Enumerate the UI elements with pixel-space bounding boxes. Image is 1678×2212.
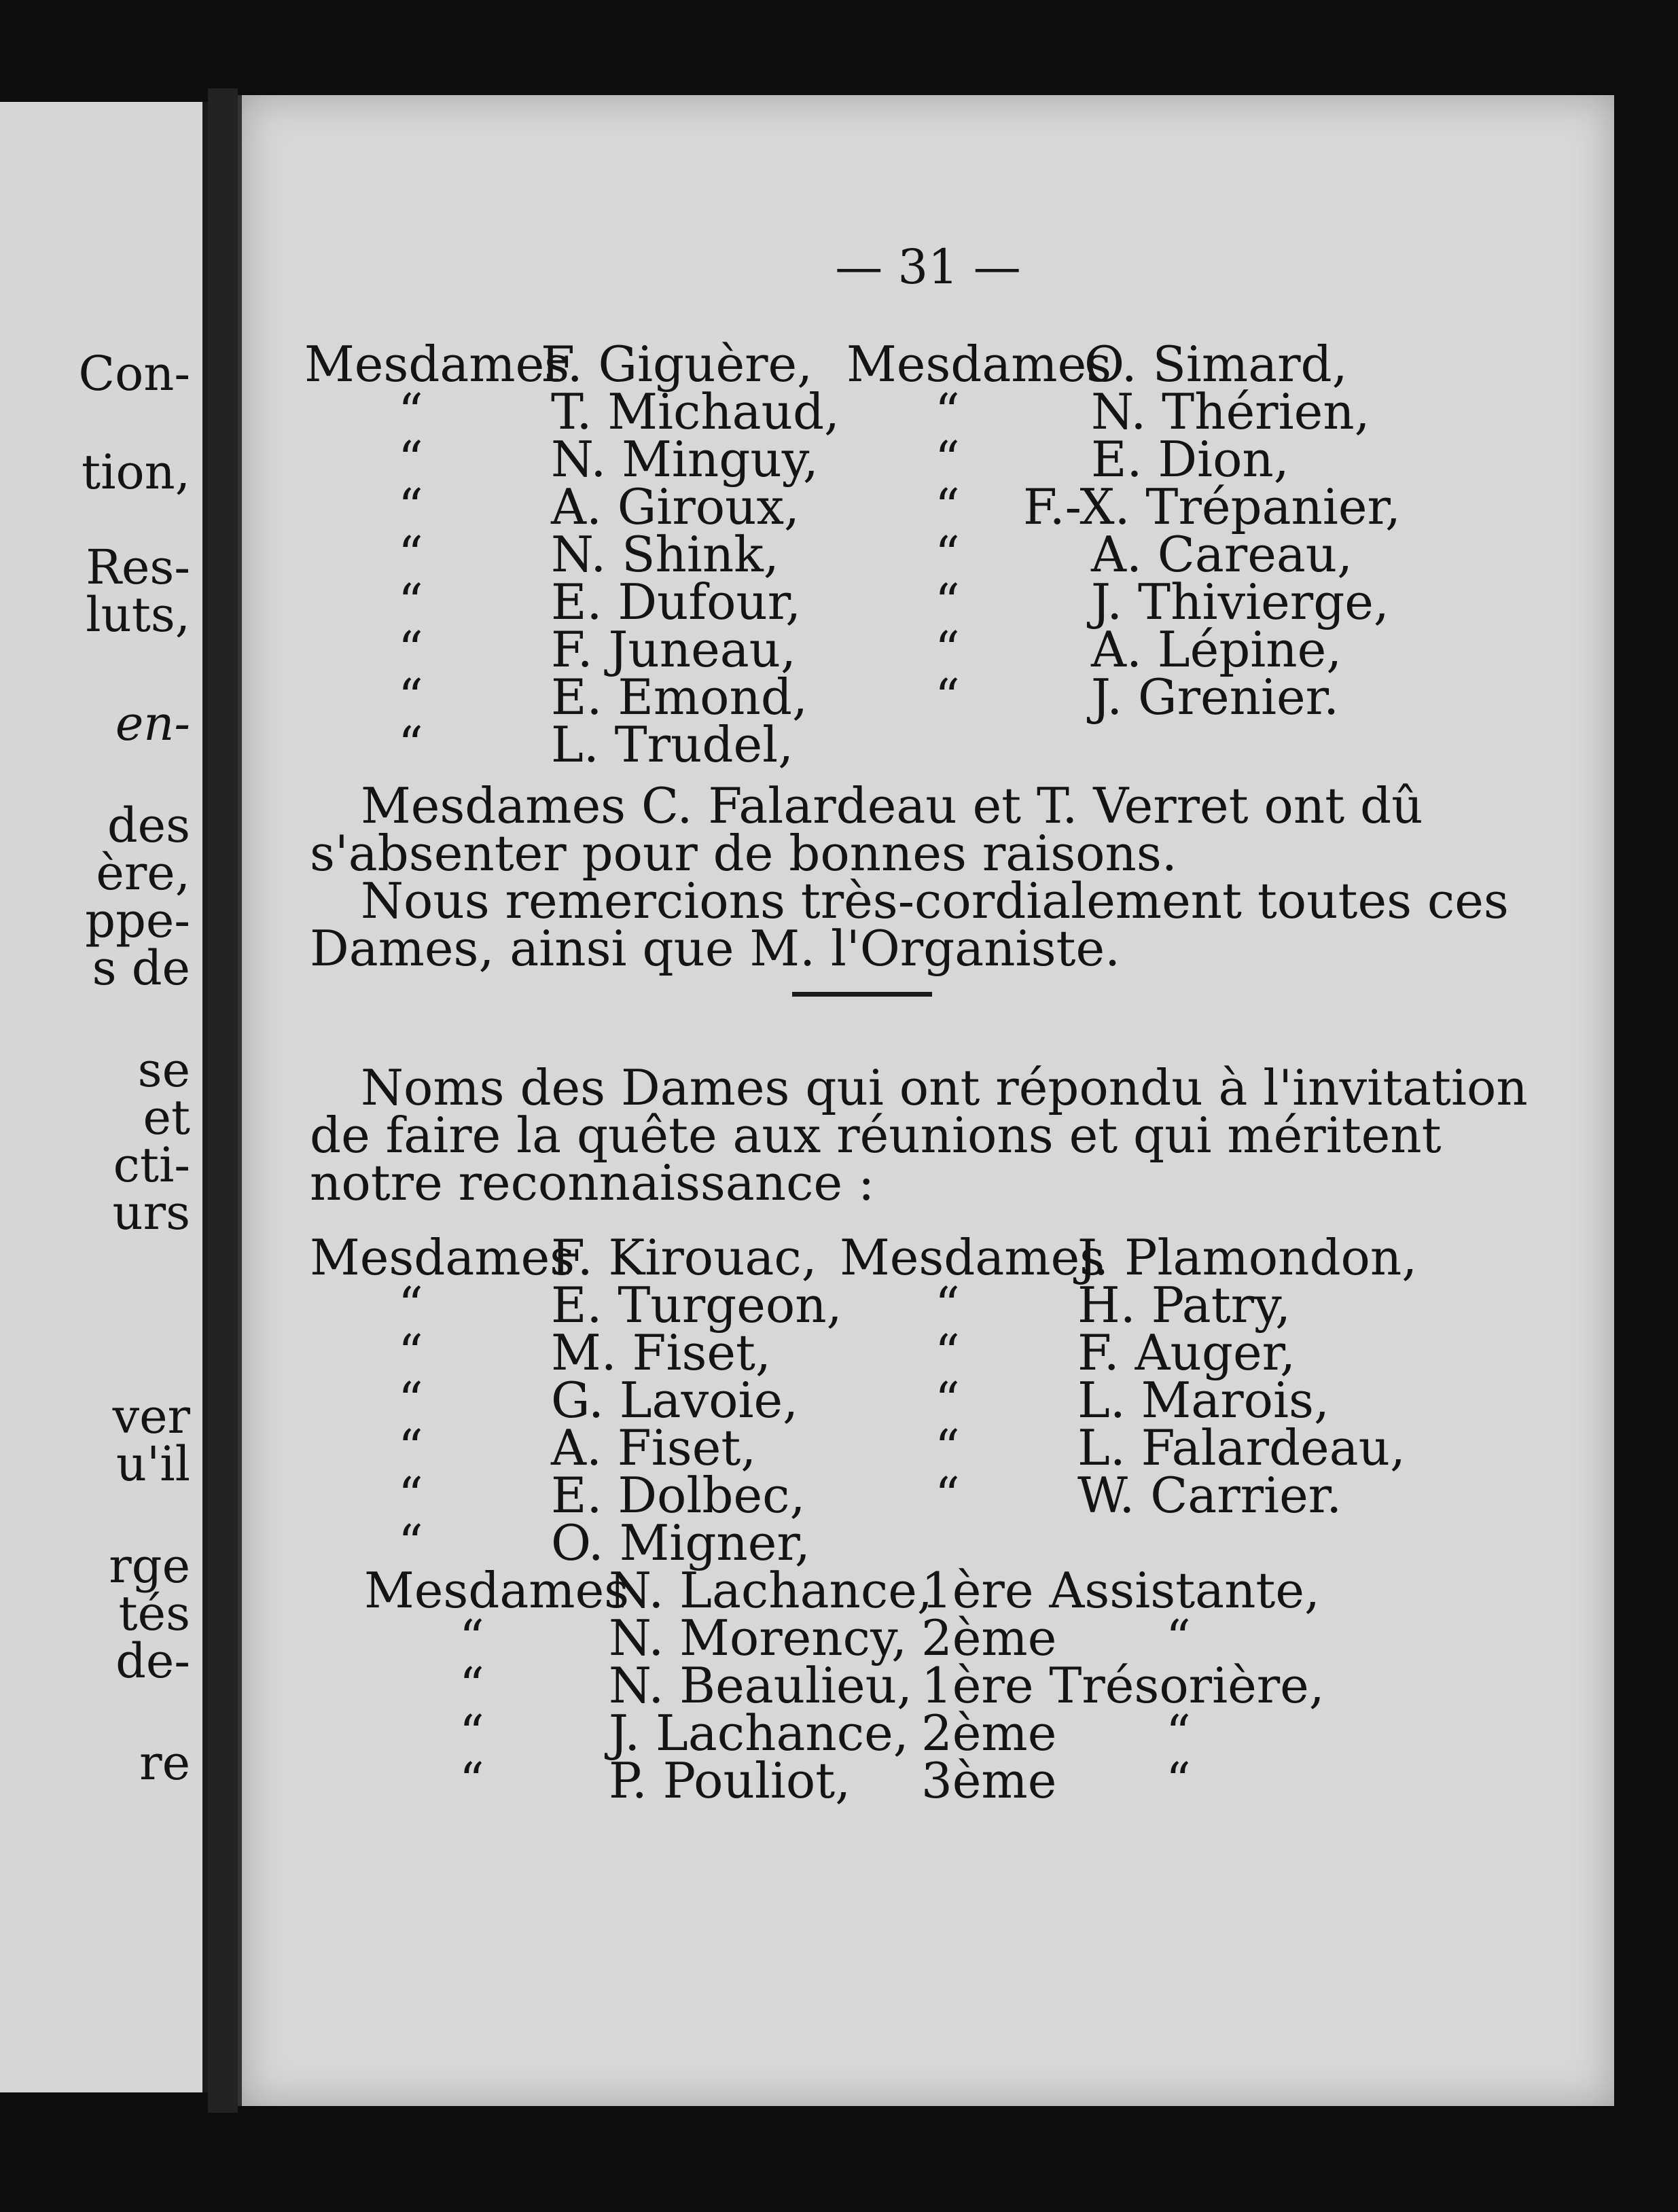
ditto-mark: “ — [935, 1324, 960, 1381]
list-name: F. Auger, — [1077, 1324, 1296, 1381]
margin-fragment: ppe- — [85, 893, 190, 948]
list-name: L. Falardeau, — [1077, 1419, 1406, 1476]
officer-role: 2ème — [921, 1705, 1057, 1762]
ditto-mark: “ — [398, 1324, 423, 1381]
list-name: W. Carrier. — [1077, 1467, 1342, 1524]
ditto-mark: “ — [935, 1467, 960, 1524]
collectors-intro-line-1: Noms des Dames qui ont répondu à l'invitation — [361, 1059, 1528, 1116]
officer-role: 2ème — [921, 1609, 1057, 1666]
margin-fragment: ver — [112, 1389, 190, 1444]
thanks-line-2: Dames, ainsi que M. l'Organiste. — [310, 920, 1120, 977]
officer-name: J. Lachance, — [609, 1705, 909, 1762]
left-page-edge — [0, 102, 208, 2092]
list-prefix: Mesdames — [304, 336, 570, 393]
ditto-mark: “ — [459, 1705, 484, 1762]
list-name: H. Patry, — [1077, 1277, 1291, 1334]
list-name: E. Turgeon, — [551, 1277, 842, 1334]
ditto-mark: “ — [935, 1419, 960, 1476]
list-name: E. Dufour, — [551, 573, 802, 630]
ditto-mark: “ — [935, 526, 960, 583]
margin-fragment: de- — [115, 1633, 190, 1689]
ditto-mark: “ — [398, 1419, 423, 1476]
officer-role: 1ère Trésorière, — [921, 1657, 1325, 1714]
list-name: N. Shink, — [551, 526, 779, 583]
ditto-mark: “ — [398, 383, 423, 440]
ditto-mark: “ — [935, 621, 960, 678]
list-name: E. Emond, — [551, 668, 808, 726]
list-prefix: Mesdames — [364, 1562, 630, 1619]
ditto-mark: “ — [935, 668, 960, 726]
list-name: L. Trudel, — [551, 716, 794, 773]
ditto-mark: “ — [1166, 1609, 1191, 1666]
officer-role: 3ème — [921, 1752, 1057, 1809]
margin-fragment: luts, — [86, 587, 190, 643]
ditto-mark: “ — [935, 383, 960, 440]
margin-fragment: en- — [115, 696, 190, 751]
ditto-mark: “ — [398, 431, 423, 488]
thanks-line-1: Nous remercions très-cordialement toutes ces — [361, 872, 1509, 929]
list-name: A. Giroux, — [551, 478, 800, 535]
margin-fragment: u'il — [115, 1436, 190, 1492]
officer-name: N. Lachance, — [609, 1562, 933, 1619]
margin-fragment: se — [137, 1042, 190, 1098]
ditto-mark: “ — [398, 573, 423, 630]
ditto-mark: “ — [935, 573, 960, 630]
ditto-mark: “ — [398, 1514, 423, 1571]
officer-name: P. Pouliot, — [609, 1752, 851, 1809]
margin-fragment: Con- — [78, 346, 190, 402]
margin-fragment: rge — [109, 1538, 190, 1594]
list-name: J. Plamondon, — [1077, 1229, 1418, 1286]
ditto-mark: “ — [459, 1609, 484, 1666]
collectors-intro-line-3: notre reconnaissance : — [310, 1154, 875, 1211]
list-name: G. Lavoie, — [551, 1372, 799, 1429]
margin-fragment: des — [107, 798, 190, 853]
list-name: E. Dolbec, — [551, 1467, 806, 1524]
margin-fragment: re — [139, 1735, 190, 1791]
margin-fragment: Res- — [86, 539, 190, 595]
list-name: L. Marois, — [1077, 1372, 1329, 1429]
list-name: F.-X. Trépanier, — [1023, 478, 1401, 535]
margin-fragment: cti- — [113, 1137, 190, 1193]
officer-role: 1ère Assistante, — [921, 1562, 1320, 1619]
ditto-mark: “ — [398, 1467, 423, 1524]
list-name: E. Dion, — [1091, 431, 1289, 488]
ditto-mark: “ — [398, 716, 423, 773]
section-divider — [792, 992, 932, 997]
ditto-mark: “ — [398, 478, 423, 535]
page-number: — 31 — — [835, 239, 1021, 295]
list-name: O. Migner, — [551, 1514, 810, 1571]
ditto-mark: “ — [459, 1752, 484, 1809]
officer-name: N. Beaulieu, — [609, 1657, 912, 1714]
collectors-intro-line-2: de faire la quête aux réunions et qui méritent — [310, 1107, 1442, 1164]
ditto-mark: “ — [398, 526, 423, 583]
list-prefix: Mesdames — [840, 1229, 1105, 1286]
list-prefix: Mesdames — [846, 336, 1112, 393]
ditto-mark: “ — [398, 1372, 423, 1429]
margin-fragment: urs — [112, 1185, 190, 1241]
list-name: T. Michaud, — [551, 383, 840, 440]
list-name: A. Lépine, — [1091, 621, 1342, 678]
officer-name: N. Morency, — [609, 1609, 907, 1666]
ditto-mark: “ — [398, 668, 423, 726]
margin-fragment: et — [143, 1090, 190, 1145]
ditto-mark: “ — [935, 1277, 960, 1334]
ditto-mark: “ — [398, 1277, 423, 1334]
margin-fragment: ère, — [96, 845, 190, 901]
list-name: A. Careau, — [1091, 526, 1353, 583]
list-prefix: Mesdames — [310, 1229, 575, 1286]
list-name: F. Giguère, — [541, 336, 813, 393]
list-name: F. Juneau, — [551, 621, 796, 678]
ditto-mark: “ — [459, 1657, 484, 1714]
ditto-mark: “ — [935, 1372, 960, 1429]
page-31 — [238, 95, 1614, 2106]
list-name: N. Thérien, — [1091, 383, 1370, 440]
absent-line-1: Mesdames C. Falardeau et T. Verret ont dû — [361, 777, 1423, 834]
list-name: M. Fiset, — [551, 1324, 771, 1381]
margin-fragment: tés — [118, 1586, 190, 1641]
ditto-mark: “ — [1166, 1705, 1191, 1762]
list-name: A. Fiset, — [551, 1419, 757, 1476]
margin-fragment: tion, — [82, 444, 190, 500]
book-gutter — [208, 88, 238, 2113]
ditto-mark: “ — [935, 478, 960, 535]
absent-line-2: s'absenter pour de bonnes raisons. — [310, 825, 1177, 882]
margin-fragment: s de — [92, 940, 190, 996]
ditto-mark: “ — [1166, 1752, 1191, 1809]
list-name: J. Thivierge, — [1091, 573, 1389, 630]
list-name: J. Grenier. — [1091, 668, 1339, 726]
list-name: N. Minguy, — [551, 431, 819, 488]
list-name: F. Kirouac, — [551, 1229, 817, 1286]
ditto-mark: “ — [935, 431, 960, 488]
ditto-mark: “ — [398, 621, 423, 678]
list-name: O. Simard, — [1084, 336, 1348, 393]
